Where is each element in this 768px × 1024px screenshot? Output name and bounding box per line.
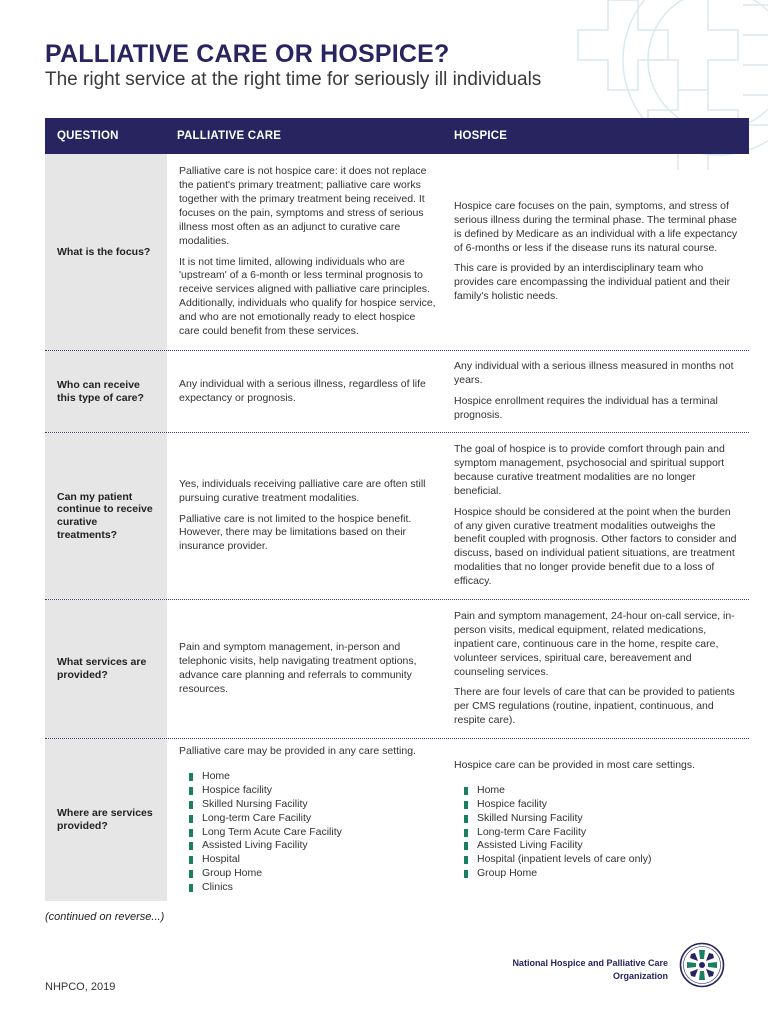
comparison-table <box>45 118 749 901</box>
page-subtitle: The right service at the right time for seriously ill individuals <box>45 69 542 90</box>
palliative-text: Palliative care is not limited to the hospice benefit. However, there may be limitations based on their insurance provider. <box>179 512 412 553</box>
org-name-line1: National Hospice and Palliative Care <box>512 958 668 968</box>
list-item: Group Home <box>189 867 436 881</box>
hospice-cell <box>444 433 749 599</box>
list-item: Long Term Acute Care Facility <box>189 826 436 840</box>
hospice-text: Hospice should be considered at the point when the burden of any given curative treatment modalities outweighs the benefit coupled with prognosis. Other factors to consider and discuss, based on individual patient situations, are treatment modalities that no longer provide benefit due to a loss of efficacy. <box>454 505 737 588</box>
table-row <box>45 154 749 351</box>
hospice-text: Any individual with a serious illness measured in months not years. <box>454 360 734 387</box>
palliative-cell <box>167 600 444 738</box>
list-item: Hospice facility <box>464 798 741 812</box>
list-item: Skilled Nursing Facility <box>189 798 436 812</box>
hospice-cell <box>444 739 749 901</box>
hospice-text: Hospice care focuses on the pain, symptoms, and stress of serious illness during the terminal phase. The terminal phase is defined by Medicare as an individual with a life expectancy of 6-months or less if the disease runs its natural course. <box>454 199 738 254</box>
organization-name <box>512 957 668 982</box>
palliative-cell <box>167 739 444 901</box>
list-item: Hospice facility <box>189 784 436 798</box>
table-row <box>45 433 749 600</box>
nhpco-logo-icon <box>679 942 725 988</box>
continued-note: (continued on reverse...) <box>45 911 165 923</box>
table-row <box>45 351 749 433</box>
column-header-question: QUESTION <box>57 130 119 142</box>
list-item: Long-term Care Facility <box>464 826 741 840</box>
list-item: Assisted Living Facility <box>464 839 741 853</box>
copyright-text: NHPCO, 2019 <box>45 981 116 993</box>
hospice-cell <box>444 600 749 738</box>
question-cell: Can my patient continue to receive curative treatments? <box>45 433 167 599</box>
list-item: Clinics <box>189 881 436 895</box>
hospice-text: This care is provided by an interdisciplinary team who provides care encompassing the individual patient and their family's holistic needs. <box>454 262 731 303</box>
org-name-line2: Organization <box>612 970 668 981</box>
list-item: Hospital <box>189 853 436 867</box>
hospice-cell <box>444 154 749 350</box>
column-header-palliative: PALLIATIVE CARE <box>177 130 282 142</box>
hospice-text: The goal of hospice is to provide comfort through pain and symptom management, psychosocial and spiritual support because curative treatment modalities are no longer beneficial. <box>454 442 725 497</box>
list-item: Home <box>464 784 741 798</box>
question-cell: Who can receive this type of care? <box>45 351 167 432</box>
list-item: Hospital (inpatient levels of care only) <box>464 853 741 867</box>
palliative-settings-list <box>179 770 436 896</box>
page-title: PALLIATIVE CARE OR HOSPICE? <box>45 40 450 68</box>
palliative-intro: Palliative care may be provided in any care setting. <box>179 744 416 757</box>
table-row <box>45 600 749 739</box>
hospice-intro: Hospice care can be provided in most care settings. <box>454 758 696 771</box>
column-header-hospice: HOSPICE <box>454 130 508 142</box>
hospice-text: Hospice enrollment requires the individual has a terminal prognosis. <box>454 395 718 421</box>
hospice-text: There are four levels of care that can be provided to patients per CMS regulations (routine, inpatient, continuous, and respite care). <box>454 686 735 727</box>
question-cell: What is the focus? <box>45 154 167 350</box>
question-cell: What services are provided? <box>45 600 167 738</box>
hospice-text: Pain and symptom management, 24-hour on-call service, in-person visits, medical equipment, related medications, inpatient care, continuous care in the home, respite care, volunteer services, spiritual care, bereavement and counseling services. <box>454 609 735 678</box>
palliative-text: Any individual with a serious illness, regardless of life expectancy or prognosis. <box>179 377 426 404</box>
list-item: Skilled Nursing Facility <box>464 812 741 826</box>
palliative-text: It is not time limited, allowing individuals who are 'upstream' of a 6-month or less terminal prognosis to receive services aligned with palliative care principles. Additionally, individuals who qualify for hospice service, and who are not emotionally ready to elect hospice care could benefit from these services. <box>179 255 436 338</box>
table-header <box>45 118 749 154</box>
palliative-cell <box>167 433 444 599</box>
palliative-text: Yes, individuals receiving palliative care are often still pursuing curative treatment modalities. <box>179 477 426 504</box>
list-item: Group Home <box>464 867 741 881</box>
palliative-text: Palliative care is not hospice care: it does not replace the patient's primary treatment; palliative care works together with the primary treatment being received. It focuses on the pain, symptoms and stress of serious illness most often as an adjunct to curative care modalities. <box>179 164 427 247</box>
list-item: Assisted Living Facility <box>189 839 436 853</box>
question-cell: Where are services provided? <box>45 739 167 901</box>
table-row <box>45 739 749 901</box>
palliative-text: Pain and symptom management, in-person and telephonic visits, help navigating treatment options, advance care planning and referrals to community resources. <box>179 641 417 695</box>
hospice-settings-list <box>454 784 741 882</box>
palliative-cell <box>167 154 444 350</box>
list-item: Long-term Care Facility <box>189 812 436 826</box>
palliative-cell <box>167 351 444 432</box>
hospice-cell <box>444 351 749 432</box>
list-item: Home <box>189 770 436 784</box>
